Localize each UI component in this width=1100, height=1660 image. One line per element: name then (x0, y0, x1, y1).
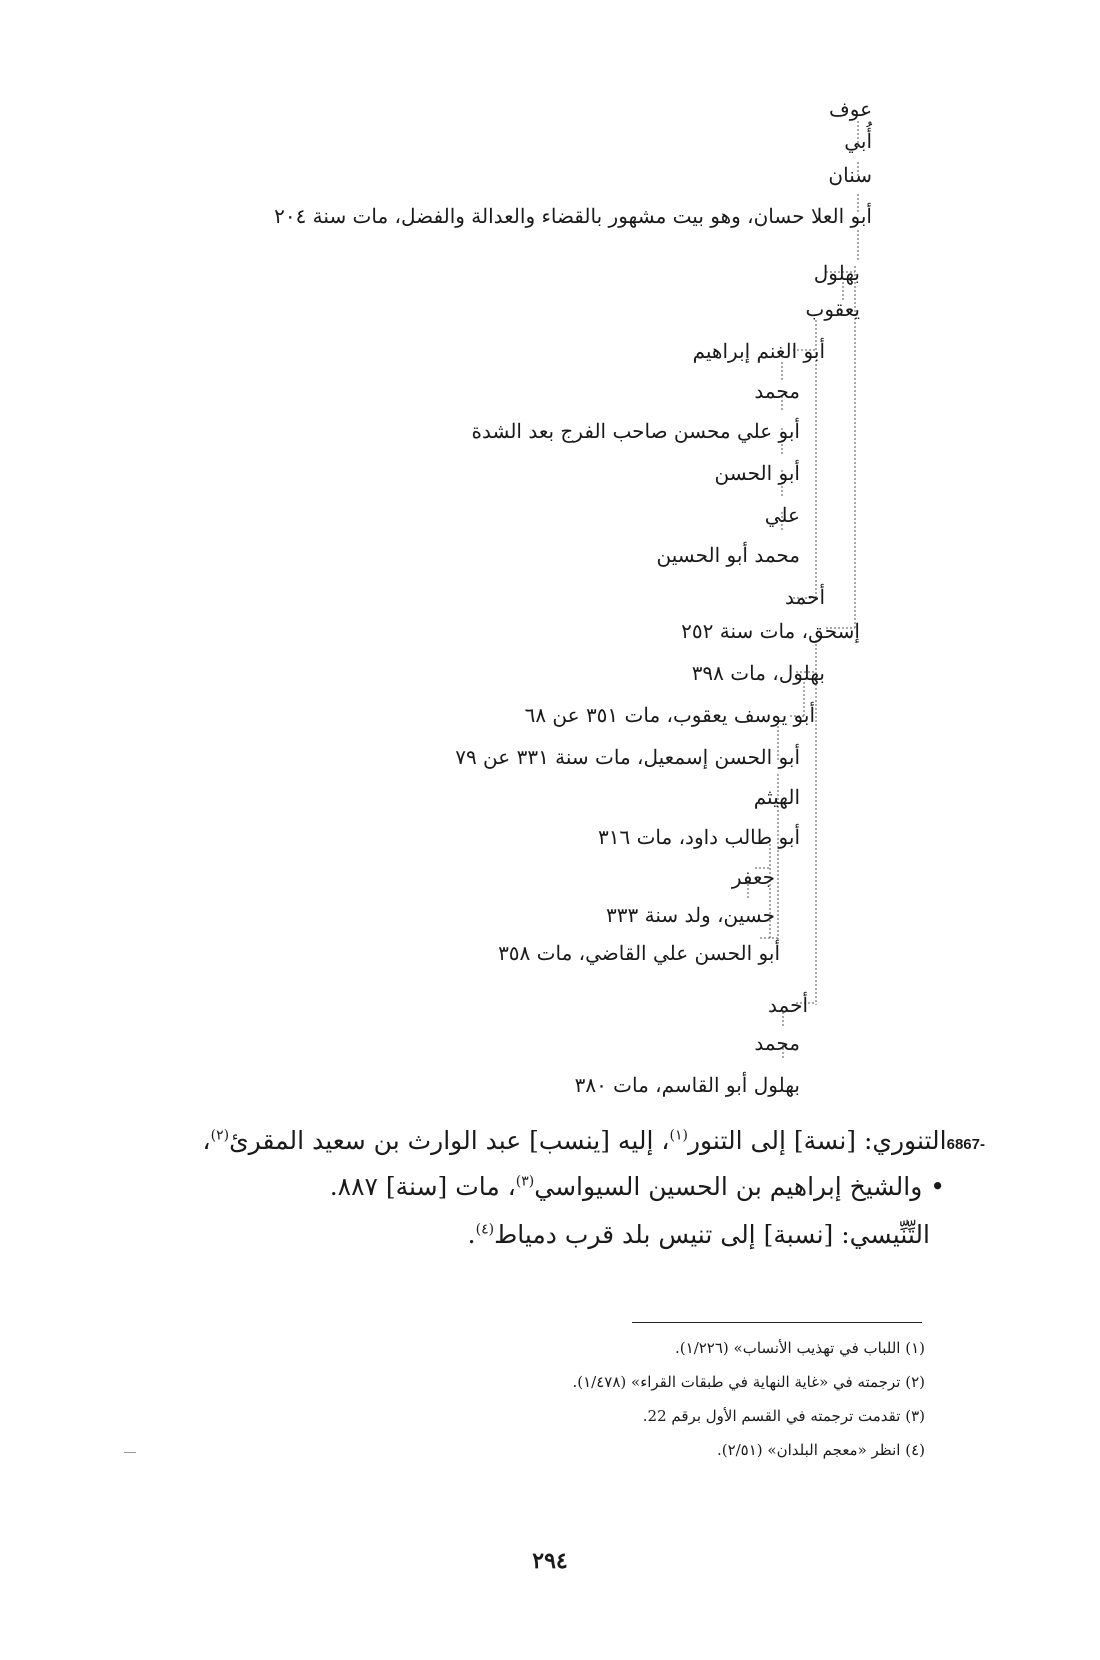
tree-node: محمد أبو الحسين (656, 543, 800, 567)
tree-node: أبو يوسف يعقوب، مات ٣٥١ عن ٦٨ (524, 703, 815, 727)
tree-node: بهلول أبو القاسم، مات ٣٨٠ (574, 1073, 800, 1097)
tree-node: محمد (754, 379, 800, 403)
footnote-ref: (٢) (210, 1127, 230, 1144)
page-number: ٢٩٤ (532, 1548, 568, 1574)
footnote-ref: (٤) (475, 1221, 495, 1238)
tree-node: أبو الحسن إسمعيل، مات سنة ٣٣١ عن ٧٩ (455, 745, 800, 769)
tree-node: عوف (829, 97, 872, 121)
tree-node: أبو الغنم إبراهيم (692, 339, 825, 363)
tree-node: يعقوب (805, 297, 860, 321)
tree-node: إسحق، مات سنة ٢٥٢ (681, 619, 860, 643)
scan-mark (124, 1452, 136, 1453)
entry-text: التِّنِّيسي: [نسبة] إلى تنيس بلد قرب دمياط (494, 1220, 930, 1249)
tree-node: أبو الحسن علي القاضي، مات ٣٥٨ (498, 941, 780, 965)
entry-text: ، (202, 1126, 211, 1155)
tree-node: أحمد (768, 993, 808, 1017)
footnote-ref: (٣) (515, 1173, 535, 1190)
footnote-separator (632, 1322, 922, 1323)
entry-number: 6867- (946, 1136, 985, 1153)
tree-node: أبو طالب داود، مات ٣١٦ (598, 825, 800, 849)
footnote: (٢) ترجمته في «غاية النهاية في طبقات القراء» (١/٤٧٨). (572, 1373, 925, 1391)
entry-line-1 (203, 1124, 985, 1162)
tree-node: بهلول (813, 261, 860, 285)
tree-node: أبو العلا حسان، وهو بيت مشهور بالقضاء والعدالة والفضل، مات سنة ٢٠٤ (274, 204, 872, 228)
tree-node: حسين، ولد سنة ٣٣٣ (606, 903, 775, 927)
entry-text: ، مات [سنة] ٨٨٧. (329, 1172, 516, 1201)
entry-line-2 (330, 1170, 945, 1204)
entry-text: • والشيخ إبراهيم بن الحسين السيواسي (534, 1172, 945, 1201)
tree-node: أبو علي محسن صاحب الفرج بعد الشدة (471, 419, 800, 443)
tree-node: أحمد (785, 585, 825, 609)
entry-text: . (467, 1220, 476, 1249)
tree-node: أُبي (844, 129, 872, 153)
tree-node: جعفر (731, 865, 775, 889)
footnote: (٣) تقدمت ترجمته في القسم الأول برقم 22. (642, 1407, 925, 1425)
footnote-ref: (١) (669, 1127, 688, 1144)
tree-node: سنان (828, 163, 872, 187)
tree-node: الهيثم (753, 785, 800, 809)
entry-text: ، إليه [ينسب] عبد الوارث بن سعيد المقرئ (229, 1126, 670, 1155)
tree-node: بهلول، مات ٣٩٨ (691, 661, 825, 685)
tree-node: علي (764, 503, 800, 527)
footnote: (٤) انظر «معجم البلدان» (٢/٥١). (716, 1441, 925, 1459)
entry-text: التنوري: [نسة] إلى التنور (687, 1126, 947, 1155)
tree-node: محمد (754, 1031, 800, 1055)
tree-node: أبو الحسن (714, 461, 800, 485)
footnote: (١) اللباب في تهذيب الأنساب» (١/٢٢٦). (675, 1339, 925, 1357)
entry-line-3 (468, 1218, 930, 1252)
